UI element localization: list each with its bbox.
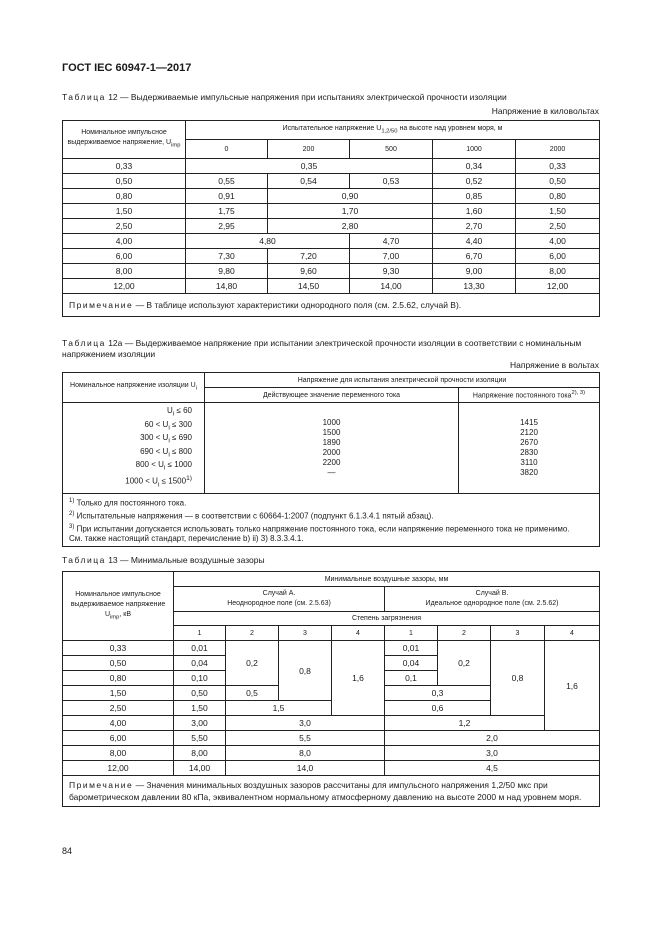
table-12 <box>62 120 600 317</box>
table-row: 2,50 1,50 1,5 0,6 <box>63 701 600 716</box>
t12-u: 0,50 <box>63 174 186 189</box>
t12-cell: 4,70 <box>350 234 433 249</box>
t12-cell: 0,85 <box>433 189 516 204</box>
t12-cell: 0,80 <box>516 189 600 204</box>
t12-cell: 4,80 <box>186 234 350 249</box>
t12-cell: 9,00 <box>433 264 516 279</box>
table-12a-units: Напряжение в вольтах <box>510 360 599 370</box>
t12-u: 12,00 <box>63 279 186 294</box>
t12-cell: 2,50 <box>516 219 600 234</box>
t13-pollution-header: Степень загрязнения <box>174 612 600 626</box>
t13-degree: 3 <box>279 626 332 641</box>
t12-cell: 2,70 <box>433 219 516 234</box>
t13-note: Примечание — Значения минимальных воздушных зазоров рассчитаны для импульсного напряжения 1,2/50 мкс при барометрическом давлении 80 кПа, эквивалентном нормальному атмосферному давлению на высоте 2000 м над уровнем моря. <box>63 776 600 807</box>
t12-alt-500: 500 <box>350 140 433 159</box>
t12a-dc-list: 1415 2120 2670 2830 3110 3820 <box>459 403 600 494</box>
t12-cell: 7,00 <box>350 249 433 264</box>
t12-cell: 9,60 <box>268 264 350 279</box>
t12-alt-1000: 1000 <box>433 140 516 159</box>
t12-alt-0: 0 <box>186 140 268 159</box>
t12-u: 1,50 <box>63 204 186 219</box>
t13-degree: 1 <box>385 626 438 641</box>
table-row: 6,00 5,50 5,5 2,0 <box>63 731 600 746</box>
t13-degree: 4 <box>545 626 600 641</box>
t12-cell: 1,60 <box>433 204 516 219</box>
t12-cell: 14,50 <box>268 279 350 294</box>
t13-row-header: Номинальное импульсное выдерживаемое напряжение $U_{imp}$, кВ <box>63 572 174 641</box>
table-12a <box>62 372 600 547</box>
t12a-ac-list: 1000 1500 1890 2000 2200 — <box>205 403 459 494</box>
table-row: 0,80 0,10 0,1 <box>63 671 600 686</box>
table-12a-caption: Таблица 12а — Выдерживаемое напряжение при испытании электрической прочности изоляции в соответствии с номинальным напряжением изоляции <box>62 338 582 359</box>
t12-cell: 14,00 <box>350 279 433 294</box>
table-row: 0,50 0,04 0,04 <box>63 656 600 671</box>
table-12-units: Напряжение в киловольтах <box>491 106 599 116</box>
t12a-group-header: Напряжение для испытания электрической прочности изоляции <box>205 373 600 388</box>
t13-degree: 2 <box>438 626 491 641</box>
t12-alt-2000: 2000 <box>516 140 600 159</box>
t12-cell: 2,95 <box>186 219 268 234</box>
document-title: ГОСТ IEC 60947-1—2017 <box>62 62 192 74</box>
t13-degree: 4 <box>332 626 385 641</box>
table-row <box>63 219 600 234</box>
table-row: 8,00 8,00 8,0 3,0 <box>63 746 600 761</box>
t12a-col-dc: Напряжение постоянного тока$^{2), 3)}$ <box>459 388 600 403</box>
t13-case-a: Случай А. Неоднородное поле (см. 2.5.63) <box>174 587 385 612</box>
t12-cell: 7,20 <box>268 249 350 264</box>
table-row <box>63 234 600 249</box>
table-row <box>63 249 600 264</box>
t12-cell: 1,50 <box>516 204 600 219</box>
caption-label: Таблица <box>62 92 106 102</box>
t12a-ui-list: $U_i \le 60$ $60 < U_i \le 300$ $300 < U_i \le 690$ $690 < U_i \le 800$ $800 < U_i \le 1000$ $1000 < U_i \le 1500^{1)}$ <box>63 403 205 494</box>
table-row <box>63 174 600 189</box>
t12-cell: 2,80 <box>268 219 433 234</box>
t12-cell: 0,54 <box>268 174 350 189</box>
t12-cell: 1,75 <box>186 204 268 219</box>
t12-group-header: Испытательное напряжение $U_{1,2/50}$ на высоте над уровнем моря, м <box>186 121 600 140</box>
t12-cell: 0,55 <box>186 174 268 189</box>
table-row: 12,00 14,00 14,0 4,5 <box>63 761 600 776</box>
t12-cell: 14,80 <box>186 279 268 294</box>
t12-cell: 6,00 <box>516 249 600 264</box>
t12a-col-ac: Действующее значение переменного тока <box>205 388 459 403</box>
t12a-footnotes: $^{1)}$ Только для постоянного тока. $^{2)}$ Испытательные напряжения — в соответствии с 60664-1:2007 (подпункт 6.1.3.4.1 пятый абзац). $^{3)}$ При испытании допускается использовать только напряжение постоянного тока, если напряжение переменного тока не применимо. См. также настоящий стандарт, перечисление b) ii) 3) 8.3.3.4.1. <box>63 494 600 547</box>
t12-u: 0,80 <box>63 189 186 204</box>
t13-degree: 2 <box>226 626 279 641</box>
t12-cell: 0,52 <box>433 174 516 189</box>
t12-cell: 6,70 <box>433 249 516 264</box>
t12-u: 8,00 <box>63 264 186 279</box>
t12-u: 4,00 <box>63 234 186 249</box>
t12-note: Примечание — В таблице используют характеристики однородного поля (см. 2.5.62, случай В). <box>63 294 600 317</box>
t12-cell: 7,30 <box>186 249 268 264</box>
table-row <box>63 204 600 219</box>
t13-degree: 1 <box>174 626 226 641</box>
table-row <box>63 403 600 494</box>
t12-cell: 4,40 <box>433 234 516 249</box>
t12-cell: 12,00 <box>516 279 600 294</box>
t12-cell: 0,90 <box>268 189 433 204</box>
table-row <box>63 189 600 204</box>
t12-cell: 0,35 <box>186 159 433 174</box>
caption-text: 12 — Выдерживаемые импульсные напряжения при испытаниях электрической прочности изоляции <box>108 92 507 102</box>
t12-cell: 0,53 <box>350 174 433 189</box>
table-row <box>63 279 600 294</box>
t12-u: 2,50 <box>63 219 186 234</box>
table-row <box>63 159 600 174</box>
table-row: 0,33 0,01 0,2 0,8 1,6 0,01 0,2 0,8 1,6 <box>63 641 600 656</box>
t12-cell: 1,70 <box>268 204 433 219</box>
page-number: 84 <box>62 846 73 856</box>
t13-case-b: Случай В. Идеальное однородное поле (см. 2.5.62) <box>385 587 600 612</box>
t12-cell: 9,30 <box>350 264 433 279</box>
t12a-row-header: Номинальное напряжение изоляции $U_i$ <box>63 373 205 403</box>
t12-u: 6,00 <box>63 249 186 264</box>
table-row <box>63 264 600 279</box>
table-row: 1,50 0,50 0,5 0,3 <box>63 686 600 701</box>
t12-cell: 0,91 <box>186 189 268 204</box>
t12-cell: 0,34 <box>433 159 516 174</box>
t12-cell: 8,00 <box>516 264 600 279</box>
t12-cell: 0,33 <box>516 159 600 174</box>
t12-alt-200: 200 <box>268 140 350 159</box>
t13-group-header: Минимальные воздушные зазоры, мм <box>174 572 600 587</box>
table-13 <box>62 571 600 807</box>
table-row: 4,00 3,00 3,0 1,2 <box>63 716 600 731</box>
table-12-caption <box>62 92 507 102</box>
t12-cell: 9,80 <box>186 264 268 279</box>
t12-u: 0,33 <box>63 159 186 174</box>
t12-row-header: Номинальное импульсное выдерживаемое напряжение, $U_{imp}$ <box>63 121 186 159</box>
table-13-caption: Таблица 13 — Минимальные воздушные зазоры <box>62 555 265 565</box>
t12-cell: 0,50 <box>516 174 600 189</box>
t12-cell: 13,30 <box>433 279 516 294</box>
t12-cell: 4,00 <box>516 234 600 249</box>
t13-degree: 3 <box>491 626 545 641</box>
